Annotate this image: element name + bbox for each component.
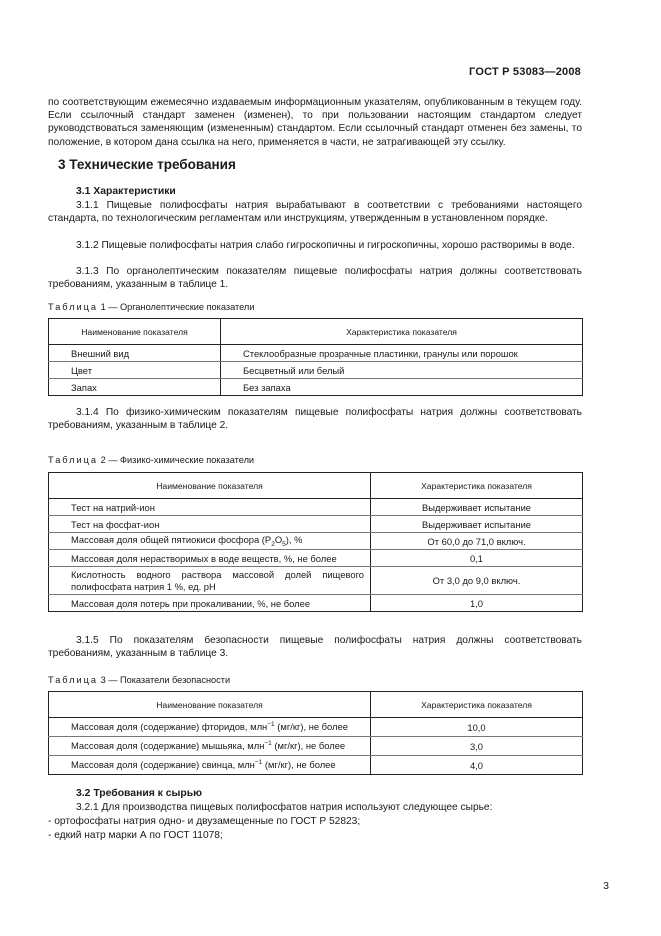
intro-paragraph: по соответствующим ежемесячно издаваемым информационным указателям, опубликованным в текущем году. Если ссылочный стандарт заменен (изменен), то при пользовании настоящим стандартом следует руководствоваться заменяющим (измененным) стандартом. Если ссылочный стандарт отменен без замены, то положение, в котором дана ссылка на него, применяется в части, не затрагивающей эту ссылку. bbox=[48, 97, 582, 148]
table-header-value: Характеристика показателя bbox=[371, 473, 583, 499]
subsection-3-2-title: 3.2 Требования к сырью bbox=[76, 788, 203, 799]
paragraph-3-1-3: 3.1.3 По органолептическим показателям пищевые полифосфаты натрия должны соответствовать требованиям, указанным в таблице 1. bbox=[48, 266, 582, 291]
table-cell: 3,0 bbox=[371, 737, 583, 756]
paragraph-3-1-1: 3.1.1 Пищевые полифосфаты натрия вырабатывают в соответствии с требованиями настоящего стандарта, по технологическим регламентам или инструкциям, утвержденным в установленном порядке. bbox=[48, 200, 582, 225]
table-header-name: Наименование показателя bbox=[49, 473, 371, 499]
caption-text: 1 — Органолептические показатели bbox=[100, 302, 255, 312]
raw-material-item: - едкий натр марки А по ГОСТ 11078; bbox=[48, 830, 223, 841]
table-header-name: Наименование показателя bbox=[49, 692, 371, 718]
table-cell: 0,1 bbox=[371, 550, 583, 567]
table-cell: Стеклообразные прозрачные пластинки, гранулы или порошок bbox=[221, 345, 583, 362]
table-cell bbox=[49, 737, 371, 756]
subsection-3-1-title: 3.1 Характеристики bbox=[76, 186, 176, 197]
table-cell: От 3,0 до 9,0 включ. bbox=[371, 567, 583, 595]
table-physicochemical bbox=[48, 472, 583, 612]
cell-text: (мг/кг), не более bbox=[274, 721, 348, 733]
table-cell: Выдерживает испытание bbox=[371, 516, 583, 533]
table-3-caption bbox=[48, 675, 230, 685]
section-title: 3 Технические требования bbox=[58, 157, 236, 172]
table-organoleptic bbox=[48, 318, 583, 396]
table-cell: 4,0 bbox=[371, 756, 583, 775]
table-cell: 1,0 bbox=[371, 595, 583, 612]
table-cell: Выдерживает испытание bbox=[371, 499, 583, 516]
subscript: 2 bbox=[271, 540, 275, 548]
table-cell: Внешний вид bbox=[49, 345, 221, 362]
cell-text: Массовая доля (содержание) свинца, млн bbox=[71, 759, 255, 771]
cell-text: Массовая доля общей пятиокиси фосфора (P bbox=[71, 534, 272, 546]
cell-text: (мг/кг), не более bbox=[271, 740, 346, 752]
cell-text: O bbox=[274, 534, 283, 546]
table-cell: Тест на натрий-ион bbox=[49, 499, 371, 516]
table-cell: Тест на фосфат-ион bbox=[49, 516, 371, 533]
table-cell: Массовая доля нерастворимых в воде веществ, %, не более bbox=[49, 550, 371, 567]
caption-label: Таблица bbox=[48, 302, 99, 312]
caption-label: Таблица bbox=[48, 455, 99, 465]
table-cell: 10,0 bbox=[371, 718, 583, 737]
table-cell bbox=[49, 756, 371, 775]
cell-text: (мг/кг), не более bbox=[262, 759, 336, 771]
paragraph-3-1-4: 3.1.4 По физико-химическим показателям пищевые полифосфаты натрия должны соответствовать требованиям, указанным в таблице 2. bbox=[48, 407, 582, 432]
paragraph-3-2-1: 3.2.1 Для производства пищевых полифосфатов натрия используют следующее сырье: bbox=[76, 802, 493, 813]
table-2-caption bbox=[48, 455, 254, 465]
table-cell bbox=[49, 718, 371, 737]
caption-text: 3 — Показатели безопасности bbox=[100, 675, 231, 685]
superscript: −1 bbox=[267, 721, 275, 729]
superscript: −1 bbox=[254, 759, 263, 767]
cell-text: ), % bbox=[285, 534, 303, 546]
cell-text: Массовая доля (содержание) мышьяка, млн bbox=[71, 740, 265, 752]
table-header-value: Характеристика показателя bbox=[371, 692, 583, 718]
table-cell bbox=[49, 533, 371, 550]
table-cell: Без запаха bbox=[221, 379, 583, 396]
table-cell: Массовая доля потерь при прокаливании, %, не более bbox=[49, 595, 371, 612]
cell-text: Массовая доля (содержание) фторидов, млн bbox=[71, 721, 268, 733]
table-1-caption bbox=[48, 302, 254, 312]
table-header-value: Характеристика показателя bbox=[221, 319, 583, 345]
paragraph-3-1-2: 3.1.2 Пищевые полифосфаты натрия слабо гигроскопичны и гигроскопичны, хорошо растворимы в воде. bbox=[76, 240, 575, 251]
standard-header: ГОСТ Р 53083—2008 bbox=[469, 66, 581, 78]
table-cell: Цвет bbox=[49, 362, 221, 379]
caption-text: 2 — Физико-химические показатели bbox=[100, 455, 255, 465]
table-cell: Запах bbox=[49, 379, 221, 396]
table-cell: От 60,0 до 71,0 включ. bbox=[371, 533, 583, 550]
paragraph-3-1-5: 3.1.5 По показателям безопасности пищевые полифосфаты натрия должны соответствовать требованиям, указанным в таблице 3. bbox=[48, 635, 582, 660]
table-header-name: Наименование показателя bbox=[49, 319, 221, 345]
page-number: 3 bbox=[603, 880, 609, 892]
table-safety bbox=[48, 691, 583, 775]
superscript: −1 bbox=[264, 740, 272, 748]
table-cell: Бесцветный или белый bbox=[221, 362, 583, 379]
raw-material-item: - ортофосфаты натрия одно- и двузамещенные по ГОСТ Р 52823; bbox=[48, 816, 361, 827]
table-cell: Кислотность водного раствора массовой долей пищевого полифосфата натрия 1 %, ед. рН bbox=[49, 567, 371, 595]
subscript: 5 bbox=[282, 540, 286, 548]
caption-label: Таблица bbox=[48, 675, 99, 685]
